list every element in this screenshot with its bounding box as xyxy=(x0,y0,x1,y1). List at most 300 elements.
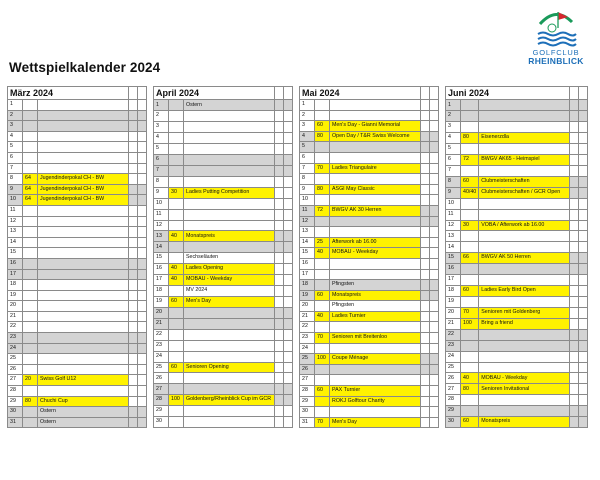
event-cell xyxy=(330,100,421,111)
event-cell xyxy=(330,258,421,269)
extra-cell xyxy=(284,100,293,111)
table-row xyxy=(300,301,439,312)
event-cell: Monatspreis xyxy=(479,417,570,428)
day-cell: 3 xyxy=(8,121,23,132)
day-cell: 5 xyxy=(446,144,461,155)
extra-cell xyxy=(284,406,293,417)
extra-cell xyxy=(579,187,588,198)
day-cell: 24 xyxy=(8,343,23,354)
table-row xyxy=(446,329,588,340)
day-cell: 19 xyxy=(446,297,461,308)
day-cell: 14 xyxy=(446,242,461,253)
points-cell xyxy=(23,280,38,291)
points-cell: 40/40 xyxy=(461,187,479,198)
event-cell: Swiss Golf U12 xyxy=(38,375,129,386)
table-row xyxy=(300,333,439,344)
points-cell xyxy=(23,152,38,163)
table-row xyxy=(300,205,439,216)
table-row xyxy=(154,242,293,253)
points-cell: 60 xyxy=(315,121,330,132)
event-cell: Jugendinderpokal CH - BW xyxy=(38,174,129,185)
day-cell: 27 xyxy=(300,375,315,386)
month-header-blank xyxy=(129,87,138,100)
event-cell xyxy=(479,242,570,253)
event-cell xyxy=(184,417,275,428)
table-row xyxy=(8,311,147,322)
extra-cell xyxy=(138,121,147,132)
points-cell xyxy=(169,198,184,209)
event-cell xyxy=(184,307,275,318)
day-cell: 20 xyxy=(446,307,461,318)
points-cell xyxy=(315,269,330,280)
event-cell: Pfingsten xyxy=(330,280,421,291)
day-cell: 29 xyxy=(446,406,461,417)
points-cell: 80 xyxy=(461,133,479,144)
extra-cell xyxy=(129,100,138,111)
table-row xyxy=(154,362,293,373)
table-row xyxy=(8,142,147,153)
day-cell: 5 xyxy=(300,142,315,153)
extra-cell xyxy=(284,395,293,406)
month-header-row xyxy=(8,87,147,100)
points-cell xyxy=(23,110,38,121)
points-cell xyxy=(461,144,479,155)
extra-cell xyxy=(430,152,439,163)
points-cell: 64 xyxy=(23,174,38,185)
extra-cell xyxy=(579,198,588,209)
extra-cell xyxy=(430,227,439,238)
table-row xyxy=(8,195,147,206)
extra-cell xyxy=(579,275,588,286)
points-cell xyxy=(169,384,184,395)
points-cell xyxy=(461,165,479,176)
event-cell: Jugendinderpokal CH - BW xyxy=(38,195,129,206)
extra-cell xyxy=(430,100,439,111)
day-cell: 15 xyxy=(8,248,23,259)
extra-cell xyxy=(570,406,579,417)
extra-cell xyxy=(421,311,430,322)
event-cell: Ladies Opening xyxy=(184,264,275,275)
extra-cell xyxy=(275,242,284,253)
extra-cell xyxy=(570,122,579,133)
extra-cell xyxy=(129,407,138,418)
extra-cell xyxy=(421,322,430,333)
day-cell: 19 xyxy=(154,297,169,308)
extra-cell xyxy=(138,301,147,312)
day-cell: 7 xyxy=(8,163,23,174)
event-cell: Jugendinderpokal CH - BW xyxy=(38,184,129,195)
extra-cell xyxy=(138,407,147,418)
table-row xyxy=(446,406,588,417)
day-cell: 26 xyxy=(8,364,23,375)
day-cell: 9 xyxy=(154,187,169,198)
event-cell xyxy=(184,176,275,187)
table-row xyxy=(446,307,588,318)
extra-cell xyxy=(421,290,430,301)
table-row xyxy=(446,198,588,209)
event-cell: Men's Day xyxy=(184,297,275,308)
event-cell xyxy=(38,110,129,121)
day-cell: 8 xyxy=(446,176,461,187)
event-cell xyxy=(479,231,570,242)
extra-cell xyxy=(421,301,430,312)
extra-cell xyxy=(129,301,138,312)
day-cell: 12 xyxy=(8,216,23,227)
day-cell: 2 xyxy=(300,110,315,121)
day-cell: 30 xyxy=(300,407,315,418)
table-row xyxy=(154,209,293,220)
event-cell xyxy=(479,144,570,155)
extra-cell xyxy=(421,258,430,269)
extra-cell xyxy=(129,343,138,354)
event-cell xyxy=(38,333,129,344)
month-table xyxy=(153,86,293,428)
extra-cell xyxy=(570,307,579,318)
event-cell: Ladies Triangulaire xyxy=(330,163,421,174)
extra-cell xyxy=(138,396,147,407)
day-cell: 18 xyxy=(446,286,461,297)
extra-cell xyxy=(284,198,293,209)
extra-cell xyxy=(579,253,588,264)
extra-cell xyxy=(579,384,588,395)
extra-cell xyxy=(284,133,293,144)
table-row xyxy=(446,165,588,176)
day-cell: 23 xyxy=(154,340,169,351)
extra-cell xyxy=(421,364,430,375)
extra-cell xyxy=(129,227,138,238)
points-cell xyxy=(315,152,330,163)
day-cell: 11 xyxy=(446,209,461,220)
extra-cell xyxy=(275,340,284,351)
points-cell: 40 xyxy=(169,275,184,286)
table-row xyxy=(300,163,439,174)
extra-cell xyxy=(570,187,579,198)
extra-cell xyxy=(138,364,147,375)
extra-cell xyxy=(421,386,430,397)
table-row xyxy=(154,133,293,144)
extra-cell xyxy=(579,297,588,308)
event-cell xyxy=(38,258,129,269)
table-row xyxy=(8,417,147,428)
event-cell xyxy=(38,364,129,375)
extra-cell xyxy=(129,174,138,185)
extra-cell xyxy=(430,184,439,195)
extra-cell xyxy=(129,258,138,269)
points-cell: 64 xyxy=(23,184,38,195)
event-cell xyxy=(38,290,129,301)
day-cell: 13 xyxy=(300,227,315,238)
extra-cell xyxy=(284,384,293,395)
table-row xyxy=(154,384,293,395)
extra-cell xyxy=(275,351,284,362)
calendar-grid xyxy=(7,86,588,428)
points-cell: 80 xyxy=(315,131,330,142)
event-cell xyxy=(479,111,570,122)
table-row xyxy=(8,343,147,354)
extra-cell xyxy=(430,375,439,386)
table-row xyxy=(300,227,439,238)
extra-cell xyxy=(284,417,293,428)
day-cell: 18 xyxy=(300,280,315,291)
points-cell: 40 xyxy=(315,248,330,259)
event-cell: BWGV AK65 - Heimspiel xyxy=(479,155,570,166)
extra-cell xyxy=(284,155,293,166)
month-header-blank xyxy=(579,87,588,100)
event-cell xyxy=(38,152,129,163)
day-cell: 6 xyxy=(154,155,169,166)
day-cell: 27 xyxy=(154,384,169,395)
extra-cell xyxy=(570,111,579,122)
table-row xyxy=(446,133,588,144)
extra-cell xyxy=(129,311,138,322)
day-cell: 16 xyxy=(446,264,461,275)
table-row xyxy=(154,231,293,242)
extra-cell xyxy=(421,121,430,132)
table-row xyxy=(300,364,439,375)
table-row xyxy=(300,343,439,354)
extra-cell xyxy=(579,329,588,340)
day-cell: 5 xyxy=(154,144,169,155)
table-row xyxy=(300,375,439,386)
day-cell: 30 xyxy=(8,407,23,418)
points-cell xyxy=(169,100,184,111)
extra-cell xyxy=(570,176,579,187)
extra-cell xyxy=(430,333,439,344)
points-cell xyxy=(461,100,479,111)
points-cell xyxy=(169,220,184,231)
extra-cell xyxy=(284,111,293,122)
points-cell xyxy=(23,417,38,428)
day-cell: 22 xyxy=(154,329,169,340)
extra-cell xyxy=(284,165,293,176)
extra-cell xyxy=(275,307,284,318)
extra-cell xyxy=(579,209,588,220)
table-row xyxy=(446,176,588,187)
event-cell xyxy=(479,165,570,176)
day-cell: 22 xyxy=(300,322,315,333)
extra-cell xyxy=(284,340,293,351)
month-header-row xyxy=(154,87,293,100)
event-cell xyxy=(184,351,275,362)
event-cell: Ostern xyxy=(184,100,275,111)
points-cell xyxy=(23,322,38,333)
day-cell: 1 xyxy=(8,100,23,111)
month-title: März 2024 xyxy=(8,87,129,100)
table-row xyxy=(446,111,588,122)
event-cell xyxy=(330,269,421,280)
extra-cell xyxy=(421,142,430,153)
extra-cell xyxy=(275,406,284,417)
extra-cell xyxy=(138,248,147,259)
table-row xyxy=(300,152,439,163)
day-cell: 13 xyxy=(154,231,169,242)
points-cell: 60 xyxy=(461,417,479,428)
extra-cell xyxy=(430,354,439,365)
event-cell: MOBAU - Weekday xyxy=(330,248,421,259)
extra-cell xyxy=(579,111,588,122)
extra-cell xyxy=(421,333,430,344)
extra-cell xyxy=(570,395,579,406)
points-cell xyxy=(315,280,330,291)
event-cell: Eisenerzdla xyxy=(479,133,570,144)
extra-cell xyxy=(284,231,293,242)
day-cell: 30 xyxy=(446,417,461,428)
points-cell xyxy=(315,110,330,121)
month-header-blank xyxy=(570,87,579,100)
points-cell xyxy=(23,269,38,280)
extra-cell xyxy=(275,318,284,329)
table-row xyxy=(446,253,588,264)
day-cell: 29 xyxy=(300,396,315,407)
day-cell: 23 xyxy=(446,340,461,351)
day-cell: 29 xyxy=(154,406,169,417)
extra-cell xyxy=(129,396,138,407)
table-row xyxy=(8,152,147,163)
table-row xyxy=(8,237,147,248)
extra-cell xyxy=(284,122,293,133)
day-cell: 12 xyxy=(154,220,169,231)
table-row xyxy=(446,362,588,373)
day-cell: 31 xyxy=(8,417,23,428)
points-cell xyxy=(315,174,330,185)
extra-cell xyxy=(284,286,293,297)
day-cell: 20 xyxy=(300,301,315,312)
month-table xyxy=(445,86,588,428)
extra-cell xyxy=(579,395,588,406)
extra-cell xyxy=(138,216,147,227)
extra-cell xyxy=(579,340,588,351)
day-cell: 23 xyxy=(8,333,23,344)
extra-cell xyxy=(284,209,293,220)
extra-cell xyxy=(284,187,293,198)
table-row xyxy=(300,396,439,407)
table-row xyxy=(154,253,293,264)
event-cell: Open Day / T&R Swiss Welcome xyxy=(330,131,421,142)
event-cell xyxy=(184,242,275,253)
extra-cell xyxy=(129,131,138,142)
extra-cell xyxy=(138,354,147,365)
table-row xyxy=(446,187,588,198)
extra-cell xyxy=(579,122,588,133)
points-cell xyxy=(23,163,38,174)
table-row xyxy=(154,100,293,111)
event-cell: Goldenberg/Rheinblick Cup im GCR xyxy=(184,395,275,406)
extra-cell xyxy=(129,152,138,163)
extra-cell xyxy=(430,269,439,280)
extra-cell xyxy=(138,163,147,174)
extra-cell xyxy=(421,216,430,227)
table-row xyxy=(154,395,293,406)
event-cell xyxy=(38,280,129,291)
event-cell xyxy=(38,386,129,397)
table-row xyxy=(446,209,588,220)
day-cell: 17 xyxy=(154,275,169,286)
day-cell: 3 xyxy=(300,121,315,132)
table-row xyxy=(154,340,293,351)
day-cell: 1 xyxy=(300,100,315,111)
extra-cell xyxy=(138,322,147,333)
day-cell: 24 xyxy=(446,351,461,362)
extra-cell xyxy=(275,286,284,297)
points-cell xyxy=(461,297,479,308)
event-cell xyxy=(479,406,570,417)
table-row xyxy=(300,110,439,121)
points-cell xyxy=(461,111,479,122)
extra-cell xyxy=(275,111,284,122)
points-cell: 40 xyxy=(169,264,184,275)
day-cell: 5 xyxy=(8,142,23,153)
table-row xyxy=(154,220,293,231)
month-header-row xyxy=(446,87,588,100)
extra-cell xyxy=(138,417,147,428)
table-row xyxy=(154,122,293,133)
event-cell xyxy=(479,329,570,340)
table-row xyxy=(8,280,147,291)
day-cell: 19 xyxy=(300,290,315,301)
table-row xyxy=(8,174,147,185)
points-cell xyxy=(461,122,479,133)
event-cell xyxy=(38,142,129,153)
event-cell xyxy=(38,205,129,216)
extra-cell xyxy=(129,121,138,132)
points-cell: 60 xyxy=(169,362,184,373)
day-cell: 3 xyxy=(446,122,461,133)
extra-cell xyxy=(275,253,284,264)
extra-cell xyxy=(570,362,579,373)
extra-cell xyxy=(129,290,138,301)
day-cell: 4 xyxy=(300,131,315,142)
event-cell: Coupe Ménage xyxy=(330,354,421,365)
day-cell: 8 xyxy=(8,174,23,185)
event-cell xyxy=(479,395,570,406)
event-cell xyxy=(38,269,129,280)
extra-cell xyxy=(579,220,588,231)
day-cell: 10 xyxy=(154,198,169,209)
day-cell: 2 xyxy=(154,111,169,122)
extra-cell xyxy=(579,242,588,253)
day-cell: 6 xyxy=(446,155,461,166)
table-row xyxy=(446,384,588,395)
day-cell: 14 xyxy=(8,237,23,248)
table-row xyxy=(300,195,439,206)
day-cell: 28 xyxy=(8,386,23,397)
day-cell: 7 xyxy=(300,163,315,174)
extra-cell xyxy=(284,144,293,155)
extra-cell xyxy=(129,280,138,291)
points-cell: 60 xyxy=(461,176,479,187)
table-row xyxy=(446,297,588,308)
extra-cell xyxy=(138,386,147,397)
extra-cell xyxy=(430,163,439,174)
points-cell xyxy=(169,242,184,253)
day-cell: 9 xyxy=(446,187,461,198)
extra-cell xyxy=(570,384,579,395)
extra-cell xyxy=(421,184,430,195)
table-row xyxy=(8,333,147,344)
table-row xyxy=(154,187,293,198)
extra-cell xyxy=(570,417,579,428)
extra-cell xyxy=(275,155,284,166)
table-row xyxy=(300,258,439,269)
points-cell xyxy=(461,264,479,275)
extra-cell xyxy=(138,375,147,386)
points-cell: 70 xyxy=(461,307,479,318)
extra-cell xyxy=(570,242,579,253)
event-cell xyxy=(479,122,570,133)
extra-cell xyxy=(570,351,579,362)
extra-cell xyxy=(138,110,147,121)
points-cell: 70 xyxy=(315,417,330,428)
